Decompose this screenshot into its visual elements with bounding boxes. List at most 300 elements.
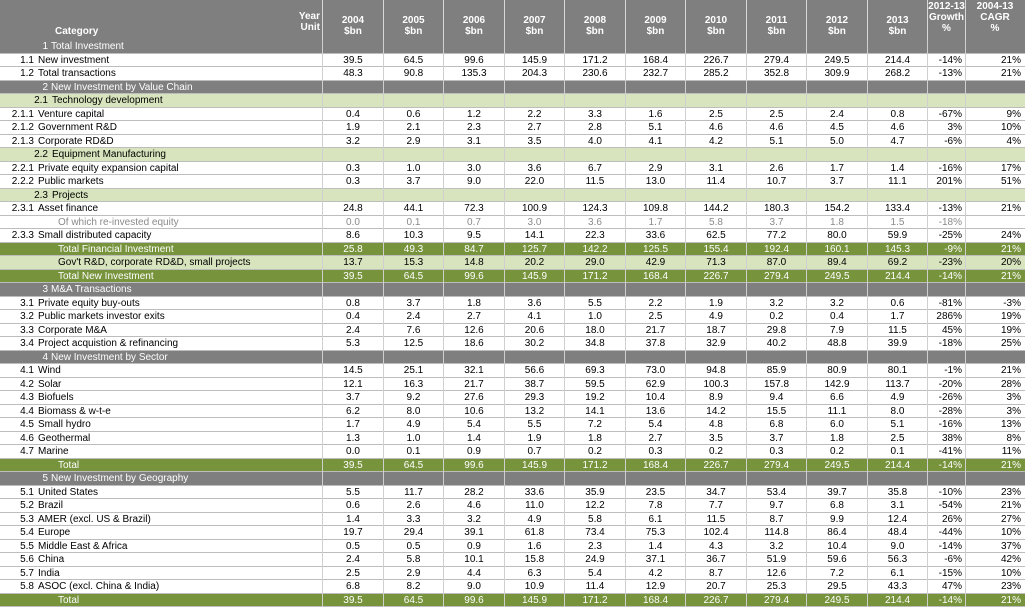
row-category: Total (58, 594, 80, 606)
column-divider (685, 432, 686, 446)
column-divider (867, 297, 868, 311)
row-value: 19% (1000, 311, 1021, 322)
row-value: 21% (1000, 68, 1021, 79)
column-divider (322, 418, 323, 432)
row-label (0, 229, 320, 243)
column-divider (443, 243, 444, 257)
row-value: 0.9 (467, 540, 481, 552)
row-value: 230.6 (582, 68, 608, 79)
row-value: 2.2 (648, 297, 663, 309)
header-column-top: 2008 (583, 15, 607, 26)
row-value: 77.2 (766, 230, 787, 241)
table-row (0, 324, 1025, 338)
row-value: 75.3 (645, 527, 666, 538)
row-value: 0.3 (648, 446, 663, 457)
header-column-unit: $bn (525, 26, 544, 37)
row-category: Marine (38, 446, 69, 457)
row-value: 3.7 (769, 216, 784, 228)
header-column-top: 2012 (825, 15, 849, 26)
column-divider (685, 270, 686, 284)
column-divider (965, 459, 966, 473)
column-divider (685, 94, 686, 108)
row-value: 5.8 (406, 554, 421, 565)
row-value: 9.7 (769, 500, 784, 511)
column-divider (322, 216, 323, 230)
row-value: 11.1 (827, 405, 847, 417)
column-divider (806, 243, 807, 257)
column-divider (564, 364, 565, 378)
column-divider (504, 216, 505, 230)
table-row (0, 553, 1025, 567)
row-value: 4.9 (890, 392, 905, 403)
column-divider (443, 594, 444, 608)
column-divider (322, 81, 323, 95)
row-value: 99.6 (464, 594, 484, 606)
column-divider (685, 486, 686, 500)
column-divider (625, 108, 626, 122)
row-value: 11.4 (706, 176, 726, 187)
row-value: 23.5 (645, 486, 666, 498)
column-divider (685, 378, 686, 392)
column-divider (685, 391, 686, 405)
table-row (0, 364, 1025, 378)
row-value: 154.2 (824, 203, 850, 214)
row-value: 5.4 (588, 567, 602, 579)
row-value: 0.1 (406, 216, 421, 228)
column-divider (564, 135, 565, 149)
column-divider (322, 499, 323, 513)
column-divider (443, 540, 444, 554)
row-value: 33.6 (524, 486, 545, 498)
column-divider (564, 432, 565, 446)
column-divider (322, 40, 323, 54)
row-value: -9% (944, 243, 962, 255)
column-divider (322, 337, 323, 351)
row-number: 5.7 (20, 567, 34, 579)
row-value: 84.7 (464, 243, 484, 255)
row-value: -6% (944, 554, 962, 565)
row-number: 5.3 (20, 513, 34, 525)
column-divider (927, 108, 928, 122)
column-divider (322, 486, 323, 500)
column-divider (927, 513, 928, 527)
header-column-unit: $bn (465, 26, 483, 37)
column-divider (867, 405, 868, 419)
column-divider (625, 40, 626, 54)
row-value: 23% (1000, 581, 1021, 592)
row-value: 3.1 (709, 162, 723, 174)
row-number: 2.1.1 (11, 108, 34, 120)
column-divider (383, 432, 384, 446)
row-value: 43.3 (887, 581, 908, 592)
row-value: 232.7 (642, 68, 669, 79)
row-category: Brazil (38, 500, 64, 511)
row-value: 32.9 (706, 338, 726, 349)
column-divider (746, 310, 747, 324)
header-year-unit (240, 0, 320, 40)
row-value: 59.5 (585, 378, 605, 390)
row-value: -81% (938, 297, 962, 309)
row-number: 3.2 (20, 311, 34, 322)
row-value: 12.9 (645, 581, 666, 592)
column-divider (383, 297, 384, 311)
total-row (0, 243, 1025, 257)
row-category: Total Investment (51, 41, 124, 52)
column-divider (867, 148, 868, 162)
column-divider (625, 540, 626, 554)
row-value: 9.4 (769, 392, 784, 403)
row-value: 4.1 (648, 135, 663, 147)
column-divider (867, 459, 868, 473)
column-divider (746, 94, 747, 108)
header-year-unit-line: Year (298, 11, 320, 22)
column-divider (867, 189, 868, 203)
row-value: 3.7 (769, 432, 784, 444)
row-label (0, 526, 320, 540)
total-row (0, 459, 1025, 473)
column-divider (746, 256, 747, 270)
column-divider (927, 337, 928, 351)
column-divider (806, 324, 807, 338)
table-row (0, 310, 1025, 324)
row-value: 20% (1000, 257, 1021, 268)
column-divider (806, 40, 807, 54)
row-value: 3% (947, 122, 962, 133)
column-divider (746, 526, 747, 540)
column-divider (443, 81, 444, 95)
row-value (966, 216, 1024, 230)
column-divider (746, 445, 747, 459)
row-label (0, 432, 320, 446)
row-value: 29.8 (766, 324, 787, 336)
row-value: 3.2 (830, 297, 844, 309)
column-divider (322, 378, 323, 392)
column-divider (504, 121, 505, 135)
column-divider (965, 297, 966, 311)
column-divider (806, 297, 807, 311)
row-value: 4.0 (588, 135, 602, 147)
row-value: 2.5 (709, 108, 723, 120)
column-divider (927, 364, 928, 378)
column-divider (443, 351, 444, 365)
row-label (0, 202, 320, 216)
column-divider (867, 310, 868, 324)
header-column (686, 0, 746, 40)
row-category: Public markets (38, 176, 104, 187)
row-value: 15.5 (766, 405, 787, 417)
row-category: Projects (52, 189, 89, 201)
row-value: 6.3 (527, 567, 542, 579)
column-divider (927, 486, 928, 500)
column-divider (383, 175, 384, 189)
row-value: 279.4 (763, 594, 790, 606)
row-value: 214.4 (884, 459, 911, 471)
column-divider (867, 513, 868, 527)
row-value: 1.8 (830, 216, 844, 228)
row-value: 6.0 (830, 419, 844, 430)
column-divider (806, 540, 807, 554)
column-divider (625, 580, 626, 594)
row-value: 0.6 (346, 500, 360, 511)
row-value: 87.0 (766, 257, 787, 268)
row-number: 4 (42, 351, 48, 363)
column-divider (685, 310, 686, 324)
column-divider (322, 108, 323, 122)
row-value: 5.1 (890, 419, 905, 430)
column-divider (625, 283, 626, 297)
row-value: 1.0 (588, 311, 602, 322)
column-divider (965, 594, 966, 608)
row-category: China (38, 554, 65, 565)
column-divider (383, 499, 384, 513)
column-divider (443, 121, 444, 135)
row-value: 5.4 (467, 419, 481, 430)
row-number: 2.3.1 (11, 203, 34, 214)
row-category: ASOC (excl. China & India) (38, 581, 160, 592)
column-divider (504, 283, 505, 297)
row-value: 5.3 (346, 338, 360, 349)
column-divider (322, 540, 323, 554)
header-column-top: 2009 (644, 15, 667, 26)
column-divider (685, 81, 686, 95)
row-value: 204.3 (521, 68, 548, 79)
row-value: -14% (938, 459, 962, 471)
row-value: -67% (938, 108, 962, 120)
column-divider (867, 540, 868, 554)
row-value: -14% (938, 594, 962, 606)
row-value: -44% (938, 527, 962, 538)
row-value: 0.7 (467, 216, 481, 228)
column-divider (965, 67, 966, 81)
row-value: -15% (938, 567, 962, 579)
row-value: 2.4 (346, 324, 360, 336)
column-divider (383, 472, 384, 486)
row-value: 34.8 (585, 338, 605, 349)
total-row (0, 594, 1025, 608)
column-divider (746, 54, 747, 68)
column-divider (383, 67, 384, 81)
row-value: 51% (1000, 176, 1021, 187)
row-value: 69.3 (585, 365, 605, 376)
row-value: 62.9 (645, 378, 666, 390)
column-divider (504, 94, 505, 108)
row-value: 16.3 (403, 378, 424, 390)
column-divider (685, 594, 686, 608)
column-divider (322, 189, 323, 203)
row-value: 21% (1000, 243, 1021, 255)
row-value: 7.2 (830, 567, 844, 579)
column-divider (806, 391, 807, 405)
column-divider (383, 553, 384, 567)
row-value: 0.7 (527, 446, 542, 457)
row-value: 64.5 (403, 270, 424, 282)
row-value: 0.2 (709, 446, 723, 457)
column-divider (383, 189, 384, 203)
row-value: 1.8 (467, 297, 481, 309)
row-value: 21% (1000, 54, 1021, 66)
column-divider (383, 486, 384, 500)
column-divider (927, 526, 928, 540)
row-value: -16% (938, 162, 962, 174)
column-divider (504, 108, 505, 122)
column-divider (746, 540, 747, 554)
row-value: 39.7 (827, 486, 847, 498)
column-divider (322, 351, 323, 365)
row-value: 18.6 (464, 338, 484, 349)
row-number: 3 (42, 284, 48, 295)
section-header-row (0, 283, 1025, 297)
column-divider (746, 472, 747, 486)
row-value: 4.1 (527, 311, 542, 322)
table-row (0, 486, 1025, 500)
column-divider (806, 580, 807, 594)
row-label (0, 175, 320, 189)
column-divider (504, 526, 505, 540)
column-divider (504, 135, 505, 149)
column-divider (322, 391, 323, 405)
row-value: 45% (941, 324, 962, 336)
row-value: 3.7 (406, 176, 421, 187)
row-value: 102.4 (703, 527, 729, 538)
column-divider (625, 432, 626, 446)
row-value: 21% (1000, 594, 1021, 606)
row-value: 226.7 (703, 459, 729, 471)
column-divider (383, 40, 384, 54)
row-value: 39.5 (343, 594, 363, 606)
column-divider (564, 270, 565, 284)
column-divider (867, 283, 868, 297)
column-divider (383, 81, 384, 95)
column-divider (625, 567, 626, 581)
column-divider (806, 135, 807, 149)
row-value: 8.0 (406, 405, 421, 417)
column-divider (564, 229, 565, 243)
row-value: 48.3 (343, 68, 363, 79)
row-number: 2.2 (34, 149, 48, 160)
row-number: 5.6 (20, 554, 34, 565)
row-value: 8.6 (346, 230, 360, 241)
row-category: M&A Transactions (51, 284, 132, 295)
row-value: 25.8 (343, 243, 363, 255)
column-divider (927, 553, 928, 567)
column-divider (806, 175, 807, 189)
column-divider (746, 418, 747, 432)
row-value: 6.8 (769, 419, 784, 430)
row-value: 4.9 (527, 513, 542, 525)
row-label (0, 108, 320, 122)
column-divider (504, 567, 505, 581)
column-divider (867, 594, 868, 608)
row-value: 0.0 (346, 216, 360, 228)
column-divider (746, 162, 747, 176)
column-divider (685, 405, 686, 419)
row-value: 6.1 (648, 513, 663, 525)
column-divider (746, 594, 747, 608)
row-value: 42% (1000, 554, 1021, 565)
row-value: 3.0 (527, 216, 542, 228)
column-divider (443, 189, 444, 203)
column-divider (504, 270, 505, 284)
row-value: 1.8 (830, 432, 844, 444)
row-value: -54% (938, 500, 962, 511)
column-divider (443, 337, 444, 351)
row-value: 2.5 (890, 432, 905, 444)
column-divider (806, 202, 807, 216)
row-value: 2.7 (467, 311, 481, 322)
column-divider (927, 216, 928, 230)
header-divider (322, 0, 323, 40)
row-value: 38.7 (524, 378, 545, 390)
row-value: 3.2 (769, 297, 784, 309)
row-value: 94.8 (706, 365, 726, 376)
row-value: 14.2 (706, 405, 726, 417)
row-value: 1.9 (346, 122, 360, 133)
row-value: 285.2 (703, 68, 729, 79)
column-divider (867, 135, 868, 149)
column-divider (965, 486, 966, 500)
row-number: 2.3.3 (11, 230, 34, 241)
row-value: 5.1 (648, 122, 663, 133)
row-value: 9.0 (467, 581, 481, 592)
row-value: 24.9 (585, 554, 605, 565)
column-divider (806, 229, 807, 243)
column-divider (504, 189, 505, 203)
column-divider (504, 256, 505, 270)
column-divider (322, 580, 323, 594)
table-row (0, 526, 1025, 540)
row-value: 0.9 (467, 446, 481, 457)
row-value: 3.2 (346, 135, 360, 147)
column-divider (685, 54, 686, 68)
row-value: 4.8 (709, 419, 723, 430)
column-divider (504, 594, 505, 608)
row-category: Venture capital (38, 108, 105, 120)
row-value: 114.8 (764, 527, 789, 538)
row-value: 37% (1000, 540, 1021, 552)
column-divider (685, 162, 686, 176)
row-value: 133.4 (884, 203, 911, 214)
column-divider (746, 121, 747, 135)
column-divider (383, 567, 384, 581)
row-value: 29.4 (403, 527, 424, 538)
row-value: 37.8 (645, 338, 666, 349)
row-value: 25.1 (403, 365, 424, 376)
column-divider (965, 162, 966, 176)
column-divider (625, 189, 626, 203)
row-value: 214.4 (884, 54, 911, 66)
row-value: 0.5 (346, 540, 360, 552)
header-column-unit: $bn (707, 26, 725, 37)
row-category: AMER (excl. US & Brazil) (38, 513, 151, 525)
column-divider (504, 324, 505, 338)
row-value: -28% (938, 405, 962, 417)
row-value: 61.8 (524, 527, 545, 538)
row-value: 6.2 (346, 405, 360, 417)
row-value: 11.5 (585, 176, 605, 187)
row-value: 10.3 (403, 230, 424, 241)
column-divider (685, 67, 686, 81)
column-divider (927, 162, 928, 176)
row-value: 20.2 (524, 257, 545, 268)
column-divider (806, 283, 807, 297)
column-divider (322, 162, 323, 176)
table-row (0, 54, 1025, 68)
column-divider (443, 40, 444, 54)
column-divider (383, 526, 384, 540)
column-divider (746, 243, 747, 257)
row-value: 73.4 (585, 527, 605, 538)
row-value: 9.0 (467, 176, 481, 187)
